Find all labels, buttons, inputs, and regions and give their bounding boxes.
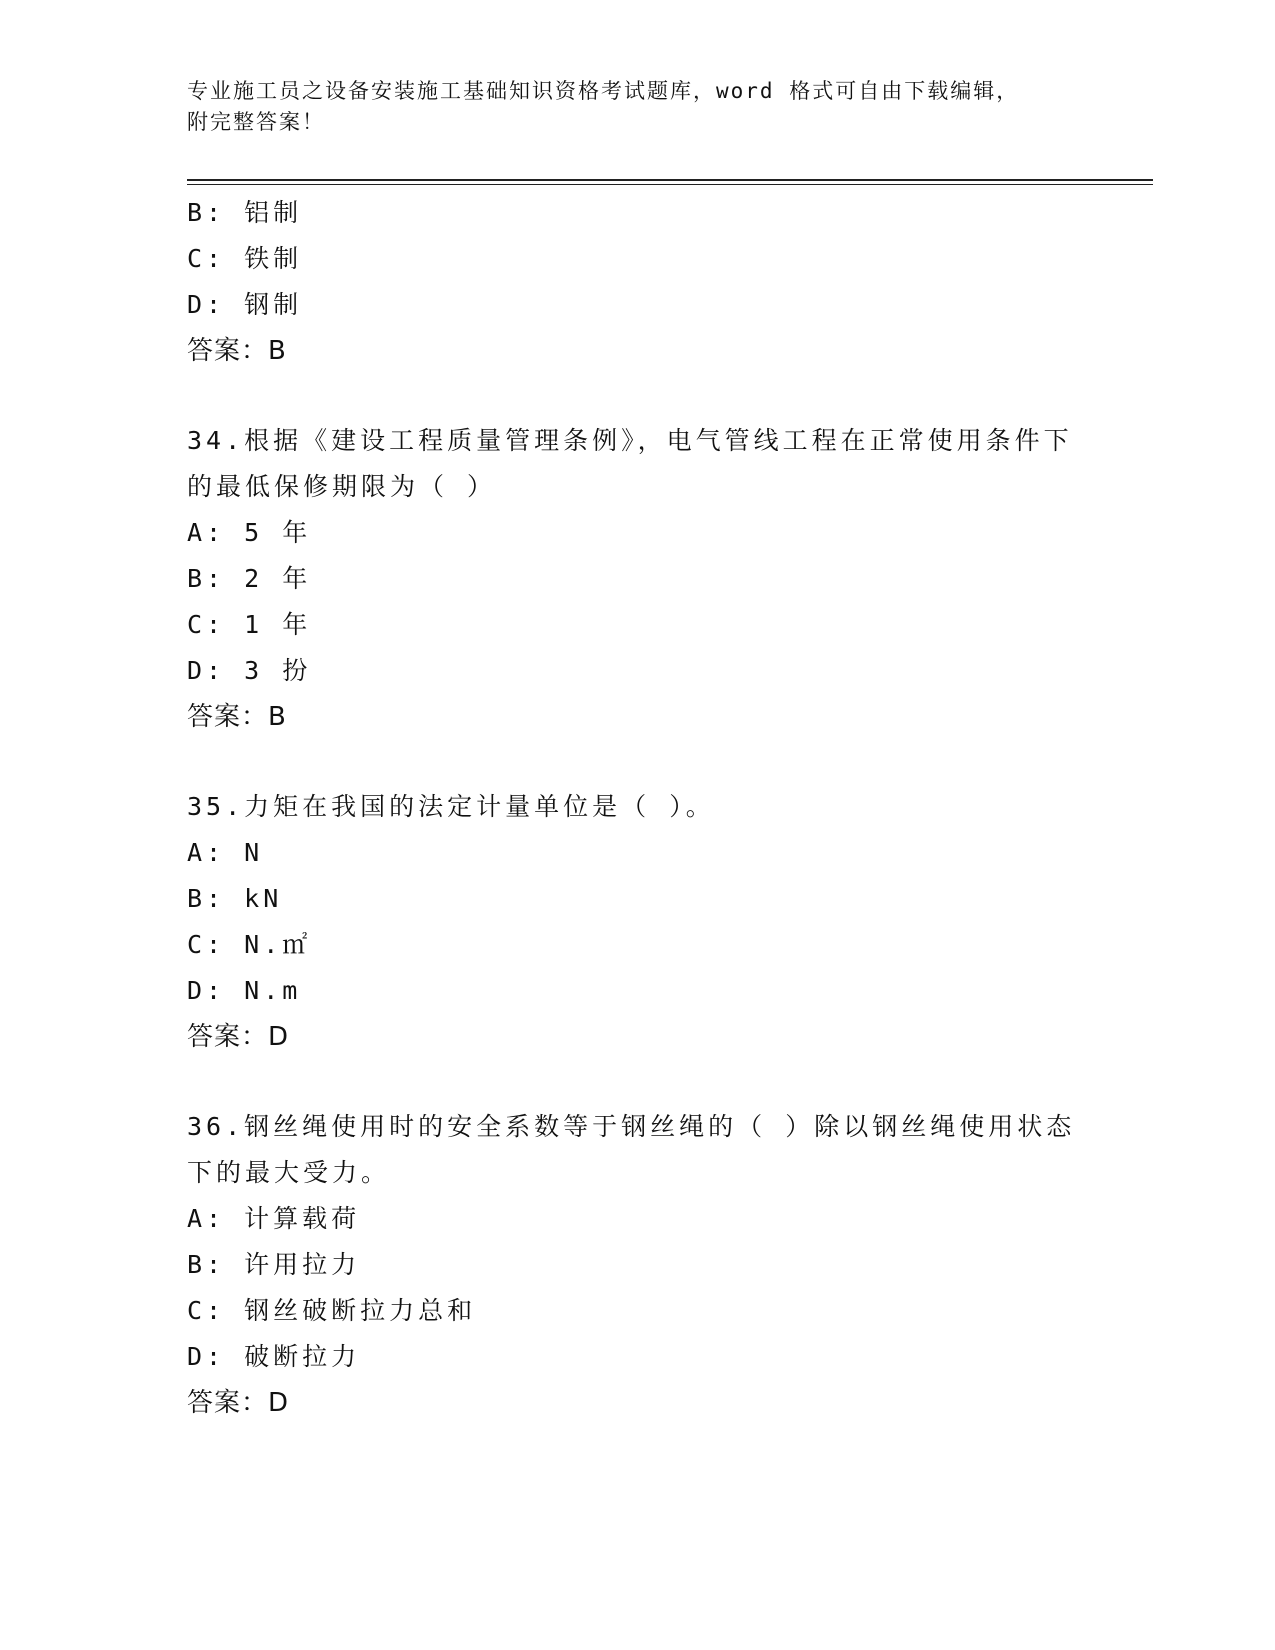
question-34 (187, 418, 1087, 740)
option-b: B: 2 年 (187, 564, 312, 593)
question-33-tail (187, 190, 1087, 374)
answer-line: 答案：B (187, 336, 287, 366)
question-36 (187, 1104, 1087, 1426)
question-gap (187, 374, 1087, 418)
answer-line: 答案：B (187, 702, 287, 732)
header-divider-thick (187, 179, 1153, 181)
option-a: A: 5 年 (187, 518, 312, 547)
option-d: D: 3 扮 (187, 656, 312, 685)
question-text-line-1: 36.钢丝绳使用时的安全系数等于钢丝绳的（ ）除以钢丝绳使用状态 (187, 1112, 1076, 1141)
option-c: C: 1 年 (187, 610, 312, 639)
option-d: D: N.m (187, 976, 302, 1005)
document-header (187, 76, 1087, 138)
option-b: B: 铝制 (187, 198, 303, 227)
header-line-1: 专业施工员之设备安装施工基础知识资格考试题库，word 格式可自由下载编辑， (187, 79, 1020, 103)
question-list (187, 190, 1087, 1426)
option-c: C: 铁制 (187, 244, 303, 273)
option-d: D: 破断拉力 (187, 1342, 361, 1371)
question-text-line-1: 34.根据《建设工程质量管理条例》，电气管线工程在正常使用条件下 (187, 426, 1073, 455)
option-d: D: 钢制 (187, 290, 303, 319)
option-a: A: 计算载荷 (187, 1204, 361, 1233)
question-text-line-2: 的最低保修期限为（ ） (187, 472, 497, 501)
option-b: B: kN (187, 884, 283, 913)
answer-line: 答案：D (187, 1388, 290, 1418)
question-text-line-2: 下的最大受力。 (187, 1158, 391, 1187)
question-gap (187, 740, 1087, 784)
option-a: A: N (187, 838, 264, 867)
answer-line: 答案：D (187, 1022, 290, 1052)
option-b: B: 许用拉力 (187, 1250, 361, 1279)
option-c: C: 钢丝破断拉力总和 (187, 1296, 477, 1325)
question-text-line-1: 35.力矩在我国的法定计量单位是（ ）。 (187, 792, 715, 821)
option-c: C: N.㎡ (187, 930, 312, 959)
question-35 (187, 784, 1087, 1060)
header-line-2: 附完整答案！ (187, 110, 325, 134)
header-divider-thin (187, 184, 1153, 185)
question-gap (187, 1060, 1087, 1104)
